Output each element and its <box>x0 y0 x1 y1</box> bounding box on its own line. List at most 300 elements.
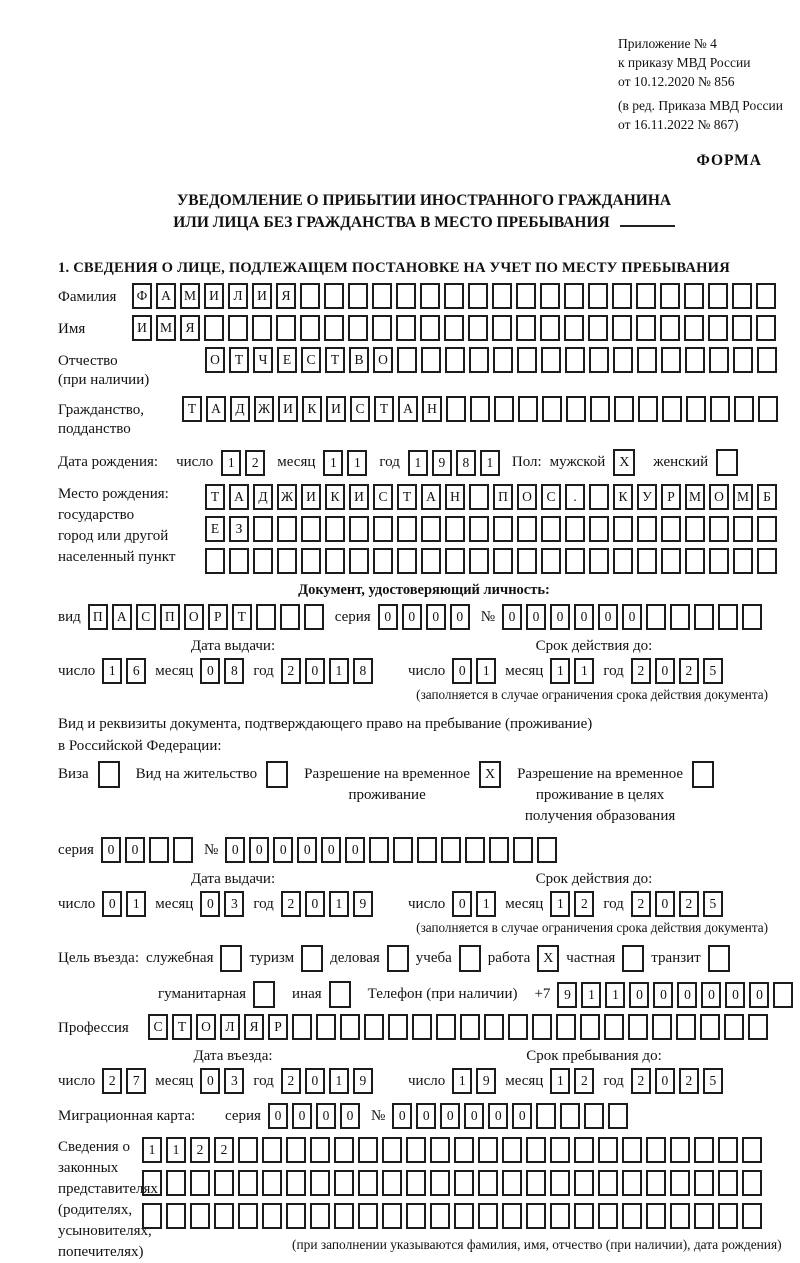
char-cell[interactable] <box>334 1203 354 1229</box>
purpose-private-checkbox[interactable] <box>622 945 644 972</box>
char-cell[interactable] <box>421 548 441 574</box>
char-cell[interactable] <box>589 484 609 510</box>
char-cell[interactable]: Ф <box>132 283 152 309</box>
char-cell[interactable] <box>430 1170 450 1196</box>
char-cell[interactable] <box>574 1137 594 1163</box>
char-cell[interactable] <box>517 516 537 542</box>
char-cell[interactable]: В <box>349 347 369 373</box>
char-cell[interactable] <box>684 283 704 309</box>
char-cell[interactable]: 0 <box>452 658 472 684</box>
char-cell[interactable] <box>564 315 584 341</box>
char-cell[interactable] <box>478 1203 498 1229</box>
char-cell[interactable] <box>238 1203 258 1229</box>
char-cell[interactable]: 0 <box>653 982 673 1008</box>
char-cell[interactable] <box>613 516 633 542</box>
char-cell[interactable]: 2 <box>679 891 699 917</box>
char-cell[interactable] <box>364 1014 384 1040</box>
char-cell[interactable] <box>636 315 656 341</box>
char-cell[interactable] <box>757 516 777 542</box>
char-cell[interactable] <box>325 516 345 542</box>
char-cell[interactable] <box>348 315 368 341</box>
purpose-transit-checkbox[interactable] <box>708 945 730 972</box>
char-cell[interactable] <box>710 396 730 422</box>
char-cell[interactable]: 2 <box>245 450 265 476</box>
char-cell[interactable] <box>358 1203 378 1229</box>
char-cell[interactable] <box>637 347 657 373</box>
char-cell[interactable]: 3 <box>224 1068 244 1094</box>
char-cell[interactable] <box>709 347 729 373</box>
char-cell[interactable] <box>636 283 656 309</box>
char-cell[interactable] <box>454 1170 474 1196</box>
char-cell[interactable] <box>397 516 417 542</box>
char-cell[interactable]: Р <box>208 604 228 630</box>
char-cell[interactable]: 0 <box>200 658 220 684</box>
char-cell[interactable]: 1 <box>329 658 349 684</box>
char-cell[interactable] <box>468 315 488 341</box>
purpose-work-checkbox[interactable]: X <box>537 945 559 972</box>
char-cell[interactable]: 0 <box>416 1103 436 1129</box>
char-cell[interactable] <box>708 283 728 309</box>
char-cell[interactable] <box>590 396 610 422</box>
char-cell[interactable]: О <box>517 484 537 510</box>
char-cell[interactable]: 0 <box>292 1103 312 1129</box>
char-cell[interactable] <box>560 1103 580 1129</box>
char-cell[interactable] <box>718 1170 738 1196</box>
char-cell[interactable] <box>421 347 441 373</box>
char-cell[interactable] <box>340 1014 360 1040</box>
char-cell[interactable] <box>757 347 777 373</box>
char-cell[interactable] <box>484 1014 504 1040</box>
char-cell[interactable] <box>494 396 514 422</box>
char-cell[interactable] <box>622 1137 642 1163</box>
char-cell[interactable]: 1 <box>476 658 496 684</box>
char-cell[interactable] <box>262 1137 282 1163</box>
char-cell[interactable]: 0 <box>426 604 446 630</box>
char-cell[interactable] <box>406 1170 426 1196</box>
char-cell[interactable] <box>758 396 778 422</box>
char-cell[interactable] <box>542 396 562 422</box>
char-cell[interactable]: 0 <box>655 658 675 684</box>
char-cell[interactable] <box>369 837 389 863</box>
char-cell[interactable] <box>646 604 666 630</box>
char-cell[interactable]: 0 <box>464 1103 484 1129</box>
char-cell[interactable] <box>397 548 417 574</box>
char-cell[interactable]: Т <box>172 1014 192 1040</box>
char-cell[interactable]: К <box>302 396 322 422</box>
char-cell[interactable] <box>238 1137 258 1163</box>
char-cell[interactable] <box>417 837 437 863</box>
char-cell[interactable]: 1 <box>476 891 496 917</box>
char-cell[interactable]: 0 <box>677 982 697 1008</box>
char-cell[interactable] <box>685 516 705 542</box>
char-cell[interactable]: И <box>326 396 346 422</box>
char-cell[interactable]: А <box>421 484 441 510</box>
char-cell[interactable]: О <box>709 484 729 510</box>
char-cell[interactable] <box>493 347 513 373</box>
char-cell[interactable] <box>382 1203 402 1229</box>
char-cell[interactable]: И <box>132 315 152 341</box>
char-cell[interactable]: 2 <box>631 1068 651 1094</box>
char-cell[interactable] <box>454 1137 474 1163</box>
char-cell[interactable] <box>142 1203 162 1229</box>
char-cell[interactable] <box>430 1137 450 1163</box>
char-cell[interactable] <box>598 1137 618 1163</box>
char-cell[interactable] <box>324 315 344 341</box>
char-cell[interactable] <box>166 1170 186 1196</box>
char-cell[interactable] <box>646 1137 666 1163</box>
char-cell[interactable]: 2 <box>281 1068 301 1094</box>
char-cell[interactable]: О <box>205 347 225 373</box>
char-cell[interactable]: 9 <box>432 450 452 476</box>
char-cell[interactable] <box>662 396 682 422</box>
char-cell[interactable]: 1 <box>550 1068 570 1094</box>
char-cell[interactable] <box>694 1137 714 1163</box>
char-cell[interactable]: Е <box>205 516 225 542</box>
char-cell[interactable]: Ч <box>253 347 273 373</box>
char-cell[interactable] <box>444 315 464 341</box>
char-cell[interactable]: Т <box>397 484 417 510</box>
char-cell[interactable] <box>492 283 512 309</box>
char-cell[interactable]: 2 <box>679 658 699 684</box>
char-cell[interactable] <box>709 516 729 542</box>
char-cell[interactable] <box>358 1170 378 1196</box>
char-cell[interactable] <box>756 283 776 309</box>
char-cell[interactable] <box>614 396 634 422</box>
char-cell[interactable] <box>757 548 777 574</box>
char-cell[interactable] <box>516 315 536 341</box>
gender-female-checkbox[interactable] <box>716 449 738 476</box>
char-cell[interactable] <box>773 982 793 1008</box>
char-cell[interactable] <box>393 837 413 863</box>
char-cell[interactable] <box>613 548 633 574</box>
char-cell[interactable] <box>670 1203 690 1229</box>
char-cell[interactable] <box>661 347 681 373</box>
char-cell[interactable]: 2 <box>102 1068 122 1094</box>
char-cell[interactable]: 1 <box>126 891 146 917</box>
char-cell[interactable] <box>502 1203 522 1229</box>
char-cell[interactable]: А <box>398 396 418 422</box>
char-cell[interactable]: Д <box>253 484 273 510</box>
char-cell[interactable] <box>446 396 466 422</box>
char-cell[interactable]: 0 <box>502 604 522 630</box>
char-cell[interactable]: С <box>136 604 156 630</box>
char-cell[interactable] <box>733 516 753 542</box>
char-cell[interactable]: 1 <box>329 1068 349 1094</box>
char-cell[interactable]: 5 <box>703 1068 723 1094</box>
char-cell[interactable] <box>709 548 729 574</box>
char-cell[interactable]: 2 <box>574 1068 594 1094</box>
char-cell[interactable] <box>589 347 609 373</box>
char-cell[interactable] <box>718 1203 738 1229</box>
char-cell[interactable]: 5 <box>703 891 723 917</box>
purpose-tourism-checkbox[interactable] <box>301 945 323 972</box>
char-cell[interactable] <box>420 315 440 341</box>
char-cell[interactable]: 0 <box>450 604 470 630</box>
char-cell[interactable]: 1 <box>166 1137 186 1163</box>
char-cell[interactable] <box>565 516 585 542</box>
char-cell[interactable] <box>190 1170 210 1196</box>
char-cell[interactable] <box>584 1103 604 1129</box>
char-cell[interactable] <box>324 283 344 309</box>
char-cell[interactable]: 0 <box>574 604 594 630</box>
char-cell[interactable] <box>441 837 461 863</box>
char-cell[interactable] <box>349 548 369 574</box>
purpose-other-checkbox[interactable] <box>329 981 351 1008</box>
char-cell[interactable] <box>661 548 681 574</box>
char-cell[interactable] <box>628 1014 648 1040</box>
char-cell[interactable]: Д <box>230 396 250 422</box>
char-cell[interactable]: 0 <box>622 604 642 630</box>
char-cell[interactable] <box>406 1203 426 1229</box>
char-cell[interactable] <box>580 1014 600 1040</box>
char-cell[interactable] <box>536 1103 556 1129</box>
char-cell[interactable]: 6 <box>126 658 146 684</box>
char-cell[interactable]: О <box>373 347 393 373</box>
char-cell[interactable] <box>372 283 392 309</box>
char-cell[interactable] <box>445 347 465 373</box>
char-cell[interactable] <box>670 1170 690 1196</box>
residence-permit-checkbox[interactable] <box>266 761 288 788</box>
char-cell[interactable]: 0 <box>452 891 472 917</box>
char-cell[interactable] <box>748 1014 768 1040</box>
char-cell[interactable]: М <box>733 484 753 510</box>
char-cell[interactable] <box>566 396 586 422</box>
char-cell[interactable] <box>444 283 464 309</box>
char-cell[interactable]: Л <box>220 1014 240 1040</box>
char-cell[interactable] <box>214 1203 234 1229</box>
char-cell[interactable] <box>598 1203 618 1229</box>
char-cell[interactable] <box>253 548 273 574</box>
visa-checkbox[interactable] <box>98 761 120 788</box>
char-cell[interactable] <box>406 1137 426 1163</box>
char-cell[interactable]: Л <box>228 283 248 309</box>
char-cell[interactable]: 0 <box>392 1103 412 1129</box>
char-cell[interactable] <box>468 283 488 309</box>
char-cell[interactable] <box>358 1137 378 1163</box>
char-cell[interactable] <box>489 837 509 863</box>
char-cell[interactable]: А <box>156 283 176 309</box>
char-cell[interactable] <box>646 1170 666 1196</box>
char-cell[interactable]: 2 <box>281 891 301 917</box>
char-cell[interactable]: Я <box>180 315 200 341</box>
char-cell[interactable] <box>382 1137 402 1163</box>
gender-male-checkbox[interactable]: X <box>613 449 635 476</box>
char-cell[interactable] <box>502 1137 522 1163</box>
char-cell[interactable] <box>540 283 560 309</box>
char-cell[interactable]: 2 <box>574 891 594 917</box>
char-cell[interactable] <box>718 1137 738 1163</box>
char-cell[interactable]: П <box>88 604 108 630</box>
char-cell[interactable]: 1 <box>329 891 349 917</box>
char-cell[interactable]: 0 <box>340 1103 360 1129</box>
char-cell[interactable] <box>478 1137 498 1163</box>
char-cell[interactable]: З <box>229 516 249 542</box>
char-cell[interactable]: 0 <box>598 604 618 630</box>
char-cell[interactable] <box>598 1170 618 1196</box>
char-cell[interactable] <box>694 1170 714 1196</box>
char-cell[interactable]: 1 <box>581 982 601 1008</box>
char-cell[interactable] <box>646 1203 666 1229</box>
char-cell[interactable] <box>742 1170 762 1196</box>
char-cell[interactable] <box>518 396 538 422</box>
char-cell[interactable]: 9 <box>353 1068 373 1094</box>
char-cell[interactable]: 0 <box>378 604 398 630</box>
char-cell[interactable]: 0 <box>629 982 649 1008</box>
char-cell[interactable]: С <box>373 484 393 510</box>
char-cell[interactable]: 0 <box>402 604 422 630</box>
char-cell[interactable]: 1 <box>323 450 343 476</box>
char-cell[interactable] <box>469 548 489 574</box>
char-cell[interactable] <box>349 516 369 542</box>
purpose-study-checkbox[interactable] <box>459 945 481 972</box>
char-cell[interactable] <box>550 1137 570 1163</box>
char-cell[interactable] <box>734 396 754 422</box>
char-cell[interactable] <box>670 1137 690 1163</box>
char-cell[interactable]: 9 <box>557 982 577 1008</box>
char-cell[interactable] <box>604 1014 624 1040</box>
char-cell[interactable] <box>526 1137 546 1163</box>
char-cell[interactable] <box>292 1014 312 1040</box>
char-cell[interactable]: 0 <box>655 1068 675 1094</box>
char-cell[interactable] <box>732 283 752 309</box>
char-cell[interactable] <box>465 837 485 863</box>
char-cell[interactable] <box>718 604 738 630</box>
char-cell[interactable] <box>589 548 609 574</box>
char-cell[interactable] <box>348 283 368 309</box>
char-cell[interactable]: 1 <box>408 450 428 476</box>
char-cell[interactable] <box>556 1014 576 1040</box>
char-cell[interactable] <box>262 1203 282 1229</box>
char-cell[interactable] <box>638 396 658 422</box>
char-cell[interactable] <box>588 315 608 341</box>
char-cell[interactable] <box>676 1014 696 1040</box>
char-cell[interactable] <box>493 548 513 574</box>
char-cell[interactable]: Т <box>325 347 345 373</box>
char-cell[interactable] <box>396 283 416 309</box>
char-cell[interactable] <box>685 548 705 574</box>
char-cell[interactable] <box>661 516 681 542</box>
char-cell[interactable] <box>700 1014 720 1040</box>
char-cell[interactable] <box>517 548 537 574</box>
char-cell[interactable] <box>541 347 561 373</box>
char-cell[interactable]: 0 <box>701 982 721 1008</box>
char-cell[interactable] <box>229 548 249 574</box>
char-cell[interactable]: С <box>301 347 321 373</box>
char-cell[interactable] <box>252 315 272 341</box>
char-cell[interactable] <box>373 516 393 542</box>
char-cell[interactable]: 0 <box>200 891 220 917</box>
char-cell[interactable]: 1 <box>480 450 500 476</box>
char-cell[interactable] <box>588 283 608 309</box>
char-cell[interactable]: 9 <box>476 1068 496 1094</box>
char-cell[interactable]: Е <box>277 347 297 373</box>
char-cell[interactable] <box>565 347 585 373</box>
char-cell[interactable]: С <box>350 396 370 422</box>
char-cell[interactable] <box>142 1170 162 1196</box>
char-cell[interactable] <box>565 548 585 574</box>
char-cell[interactable] <box>388 1014 408 1040</box>
char-cell[interactable] <box>469 347 489 373</box>
temp-residence-education-checkbox[interactable] <box>692 761 714 788</box>
char-cell[interactable]: А <box>112 604 132 630</box>
char-cell[interactable] <box>280 604 300 630</box>
char-cell[interactable]: Т <box>205 484 225 510</box>
char-cell[interactable] <box>277 548 297 574</box>
char-cell[interactable] <box>276 315 296 341</box>
char-cell[interactable]: Ж <box>254 396 274 422</box>
char-cell[interactable] <box>454 1203 474 1229</box>
char-cell[interactable] <box>334 1137 354 1163</box>
char-cell[interactable] <box>286 1170 306 1196</box>
char-cell[interactable]: 9 <box>353 891 373 917</box>
char-cell[interactable]: Н <box>445 484 465 510</box>
temp-residence-checkbox[interactable]: X <box>479 761 501 788</box>
char-cell[interactable]: Н <box>422 396 442 422</box>
char-cell[interactable] <box>686 396 706 422</box>
char-cell[interactable] <box>238 1170 258 1196</box>
char-cell[interactable] <box>166 1203 186 1229</box>
char-cell[interactable]: 0 <box>225 837 245 863</box>
char-cell[interactable] <box>316 1014 336 1040</box>
char-cell[interactable]: Т <box>229 347 249 373</box>
char-cell[interactable] <box>325 548 345 574</box>
char-cell[interactable]: И <box>349 484 369 510</box>
char-cell[interactable] <box>173 837 193 863</box>
char-cell[interactable] <box>622 1170 642 1196</box>
char-cell[interactable]: П <box>493 484 513 510</box>
char-cell[interactable]: 0 <box>321 837 341 863</box>
char-cell[interactable]: 2 <box>190 1137 210 1163</box>
char-cell[interactable] <box>372 315 392 341</box>
char-cell[interactable] <box>214 1170 234 1196</box>
char-cell[interactable] <box>708 315 728 341</box>
char-cell[interactable]: П <box>160 604 180 630</box>
char-cell[interactable] <box>574 1170 594 1196</box>
char-cell[interactable] <box>228 315 248 341</box>
char-cell[interactable]: О <box>184 604 204 630</box>
char-cell[interactable] <box>670 604 690 630</box>
char-cell[interactable] <box>742 1203 762 1229</box>
char-cell[interactable] <box>516 283 536 309</box>
char-cell[interactable] <box>612 283 632 309</box>
char-cell[interactable] <box>436 1014 456 1040</box>
char-cell[interactable]: Я <box>276 283 296 309</box>
char-cell[interactable]: С <box>541 484 561 510</box>
char-cell[interactable] <box>517 347 537 373</box>
char-cell[interactable]: 0 <box>488 1103 508 1129</box>
char-cell[interactable] <box>694 604 714 630</box>
char-cell[interactable] <box>526 1203 546 1229</box>
char-cell[interactable] <box>550 1203 570 1229</box>
char-cell[interactable] <box>420 283 440 309</box>
char-cell[interactable]: 0 <box>749 982 769 1008</box>
char-cell[interactable]: Ж <box>277 484 297 510</box>
char-cell[interactable] <box>652 1014 672 1040</box>
char-cell[interactable]: 3 <box>224 891 244 917</box>
char-cell[interactable] <box>742 1137 762 1163</box>
char-cell[interactable]: 8 <box>224 658 244 684</box>
char-cell[interactable] <box>550 1170 570 1196</box>
char-cell[interactable] <box>396 315 416 341</box>
char-cell[interactable] <box>421 516 441 542</box>
char-cell[interactable] <box>460 1014 480 1040</box>
char-cell[interactable]: К <box>613 484 633 510</box>
char-cell[interactable]: 0 <box>273 837 293 863</box>
char-cell[interactable]: 0 <box>526 604 546 630</box>
char-cell[interactable]: 1 <box>574 658 594 684</box>
char-cell[interactable] <box>526 1170 546 1196</box>
char-cell[interactable] <box>277 516 297 542</box>
